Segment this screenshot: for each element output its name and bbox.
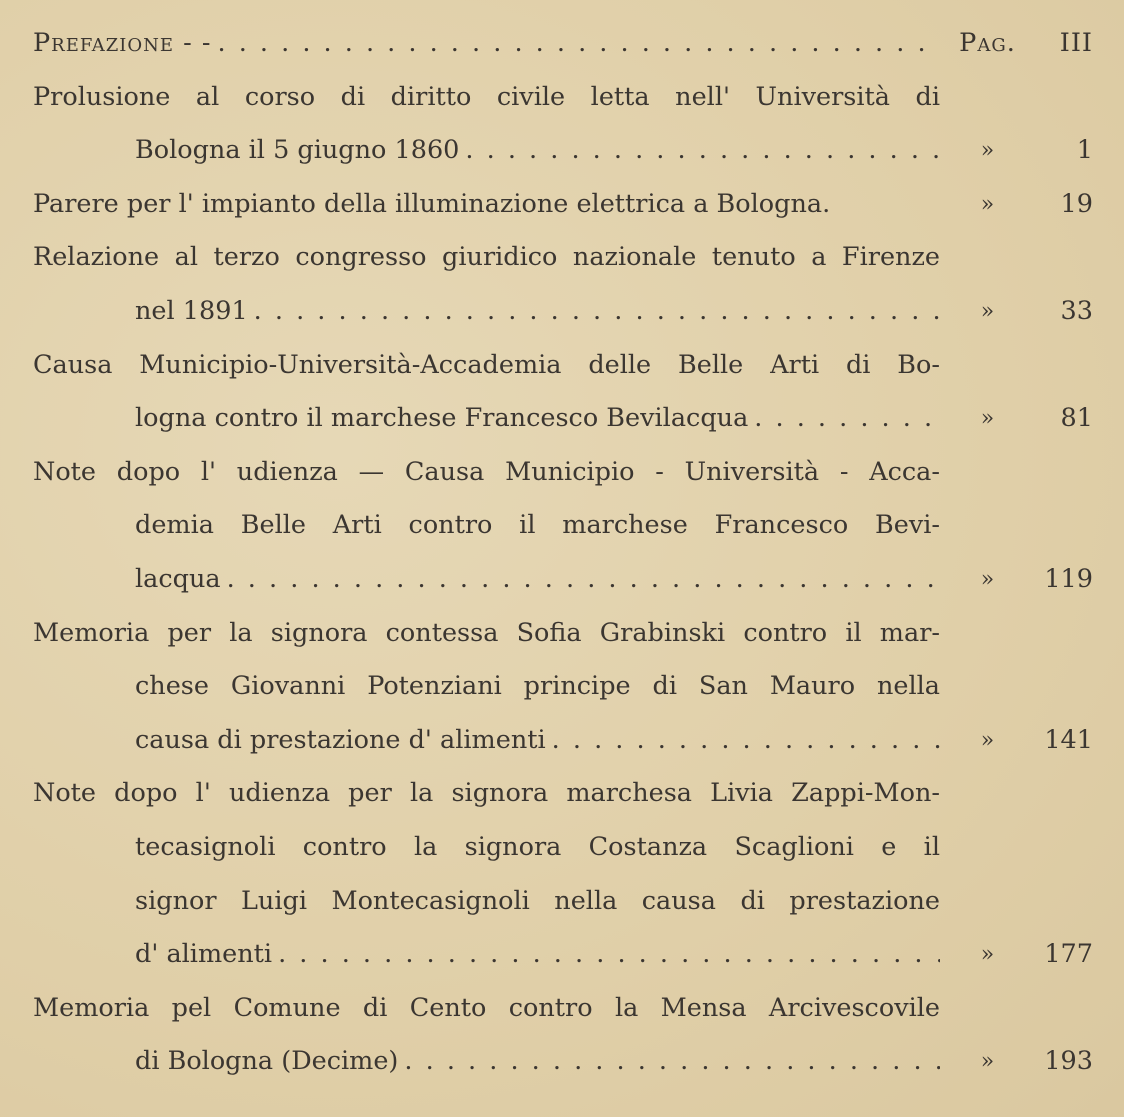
entry-title-text: Parere per l' impianto della illuminazione elettrica a Bologna.	[33, 188, 831, 219]
page-marker: »	[980, 138, 995, 164]
toc-entry	[33, 178, 1093, 232]
toc-entry	[33, 231, 1093, 338]
entry-text: Causa Municipio-Università-Accademia delle Belle Arti di Bo-	[33, 349, 940, 380]
toc-entry	[33, 71, 1093, 178]
dot-leader	[248, 285, 940, 339]
toc-entry	[33, 17, 1093, 71]
page-number: 141	[1044, 724, 1093, 755]
page-number: 33	[1060, 295, 1093, 326]
toc-line	[33, 231, 1093, 285]
toc-line	[33, 607, 1093, 661]
entry-title-text: Bologna il 5 giugno 1860	[135, 135, 460, 166]
toc-line	[33, 339, 1093, 393]
entry-text	[33, 17, 940, 71]
dot-leader	[546, 714, 940, 768]
page-marker: »	[980, 566, 995, 592]
table-of-contents	[33, 17, 1093, 1089]
entry-text: Prolusione al corso di diritto civile letta nell' Università di	[33, 81, 940, 112]
entry-text: Relazione al terzo congresso giuridico nazionale tenuto a Firenze	[33, 242, 940, 273]
toc-line	[33, 178, 1093, 232]
dot-leader	[398, 1035, 940, 1089]
toc-line	[33, 1035, 1093, 1089]
entry-title-text: logna contro il marchese Francesco Bevilacqua	[135, 403, 749, 434]
toc-line	[33, 392, 1093, 446]
entry-title-text: Prefazione - -	[33, 28, 212, 58]
entry-title-text: causa di prestazione d' alimenti	[135, 724, 546, 755]
dot-leader	[459, 124, 940, 178]
entry-text	[135, 392, 940, 446]
page-number: 177	[1044, 939, 1093, 970]
entry-text: Memoria per la signora contessa Sofia Grabinski contro il mar-	[33, 617, 940, 648]
page-marker: »	[980, 298, 995, 324]
page-marker: »	[980, 942, 995, 968]
entry-text	[135, 714, 940, 768]
toc-line	[33, 285, 1093, 339]
entry-text	[135, 285, 940, 339]
entry-text	[135, 1035, 940, 1089]
toc-line	[33, 124, 1093, 178]
toc-entry	[33, 607, 1093, 768]
entry-text	[135, 553, 940, 607]
toc-line	[33, 714, 1093, 768]
toc-line	[33, 553, 1093, 607]
entry-title-text: lacqua	[135, 563, 221, 594]
page-number: 81	[1060, 403, 1093, 434]
page-number: 19	[1060, 188, 1093, 219]
toc-line	[33, 821, 1093, 875]
entry-text: Note dopo l' udienza — Causa Municipio - Università - Acca-	[33, 456, 940, 487]
page-number: 1	[1076, 135, 1093, 166]
page-marker: »	[980, 1049, 995, 1075]
entry-title-text: nel 1891	[135, 295, 248, 326]
toc-entry	[33, 767, 1093, 981]
toc-line	[33, 767, 1093, 821]
toc-line	[33, 928, 1093, 982]
page-number: 119	[1044, 563, 1093, 594]
toc-line	[33, 499, 1093, 553]
page-number: III	[1059, 28, 1093, 58]
entry-text: tecasignoli contro la signora Costanza Scaglioni e il	[135, 831, 940, 862]
entry-text	[135, 928, 940, 982]
page-number: 193	[1044, 1046, 1093, 1077]
entry-text	[135, 124, 940, 178]
dot-leader	[211, 17, 940, 71]
toc-line	[33, 446, 1093, 500]
dot-leader	[221, 553, 940, 607]
entry-text: signor Luigi Montecasignoli nella causa di prestazione	[135, 885, 940, 916]
toc-entry	[33, 982, 1093, 1089]
entry-text	[33, 178, 940, 232]
page-marker: »	[980, 406, 995, 432]
toc-line	[33, 982, 1093, 1036]
page-marker: Pag.	[959, 28, 1016, 58]
entry-text: chese Giovanni Potenziani principe di San Mauro nella	[135, 671, 940, 702]
entry-text: demia Belle Arti contro il marchese Francesco Bevi-	[135, 510, 940, 541]
page-marker: »	[980, 191, 995, 217]
entry-title-text: di Bologna (Decime)	[135, 1046, 399, 1077]
toc-line	[33, 875, 1093, 929]
dot-leader	[272, 928, 940, 982]
toc-line	[33, 17, 1093, 71]
toc-line	[33, 660, 1093, 714]
entry-text: Note dopo l' udienza per la signora marchesa Livia Zappi-Mon-	[33, 778, 940, 809]
entry-title-text: d' alimenti	[135, 939, 273, 970]
toc-entry	[33, 446, 1093, 607]
dot-leader	[748, 392, 940, 446]
page-marker: »	[980, 727, 995, 753]
entry-text: Memoria pel Comune di Cento contro la Mensa Arcivescovile	[33, 992, 940, 1023]
toc-entry	[33, 339, 1093, 446]
toc-line	[33, 71, 1093, 125]
